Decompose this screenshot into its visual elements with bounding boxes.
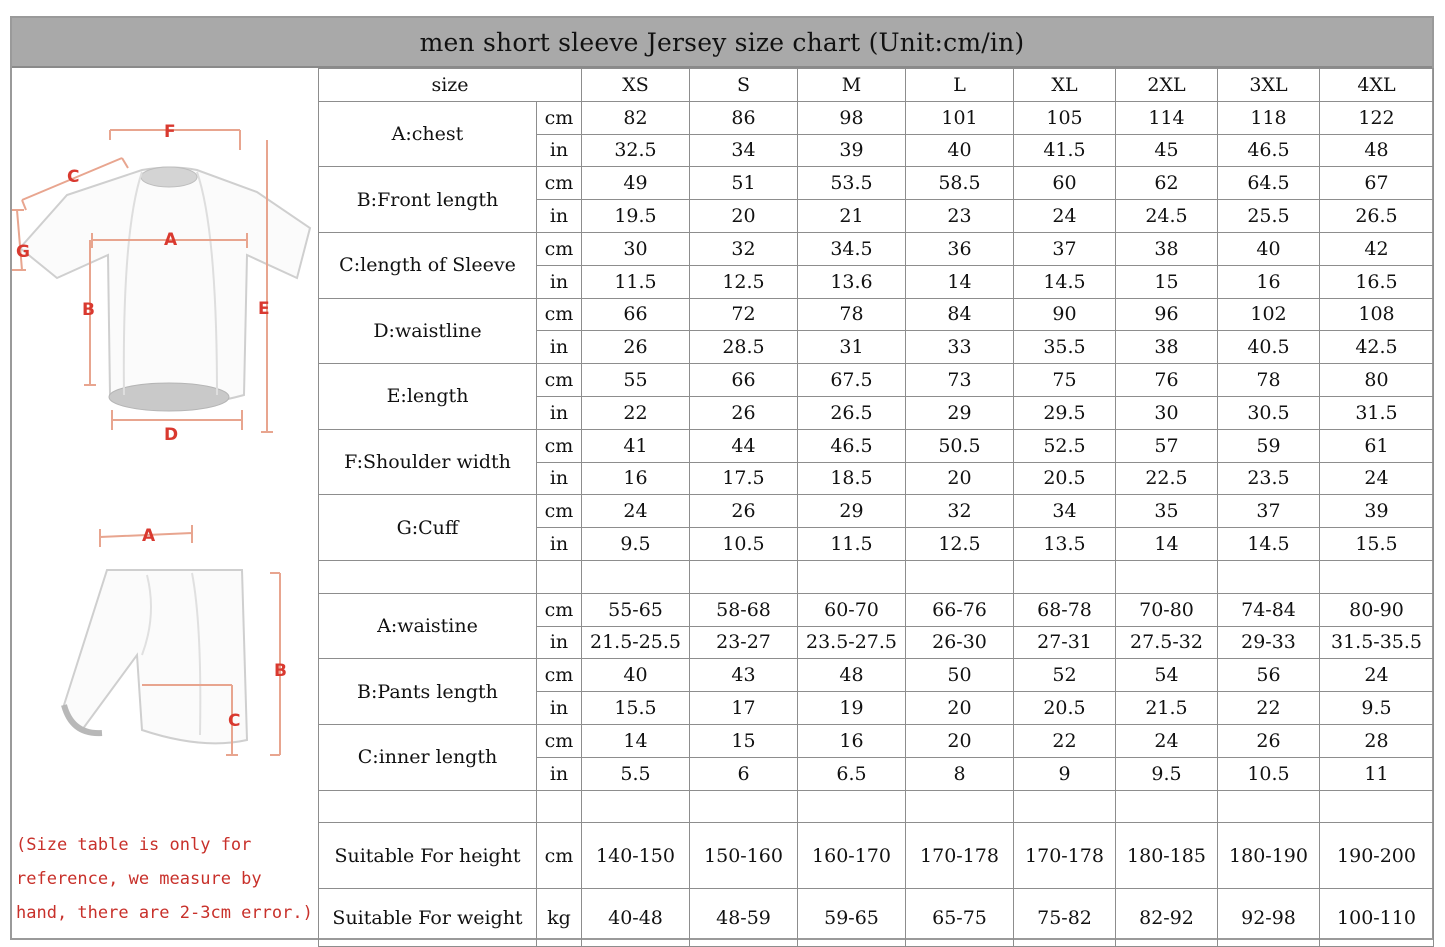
unit-cell: in <box>537 626 582 659</box>
value-cell: 60-70 <box>798 593 906 626</box>
value-cell: 24 <box>1320 659 1434 692</box>
value-cell: 23.5 <box>1218 462 1320 495</box>
jersey-collar <box>141 167 197 187</box>
value-cell: 22 <box>1218 692 1320 725</box>
value-cell: 21 <box>798 200 906 233</box>
table-row <box>319 889 1434 947</box>
shorts-outline <box>64 570 247 743</box>
value-cell: 6.5 <box>798 757 906 790</box>
value-cell: 30.5 <box>1218 396 1320 429</box>
value-cell: 14.5 <box>1014 265 1116 298</box>
table-row <box>319 659 1434 692</box>
value-cell: 92-98 <box>1218 889 1320 947</box>
value-cell: 22.5 <box>1116 462 1218 495</box>
value-cell: 26-30 <box>906 626 1014 659</box>
value-cell: 19.5 <box>582 200 690 233</box>
value-cell: 40 <box>906 134 1014 167</box>
value-cell: 114 <box>1116 101 1218 134</box>
value-cell: 29 <box>906 396 1014 429</box>
value-cell: 13.6 <box>798 265 906 298</box>
value-cell: 84 <box>906 298 1014 331</box>
measurement-label: C:length of Sleeve <box>319 232 537 298</box>
empty-cell <box>1116 790 1218 823</box>
value-cell: 48 <box>798 659 906 692</box>
value-cell: 90 <box>1014 298 1116 331</box>
measurement-label: G:Cuff <box>319 495 537 561</box>
value-cell: 48 <box>1320 134 1434 167</box>
value-cell: 82-92 <box>1116 889 1218 947</box>
value-cell: 34 <box>690 134 798 167</box>
value-cell: 15.5 <box>1320 528 1434 561</box>
empty-cell <box>798 790 906 823</box>
table-row <box>319 232 1434 265</box>
value-cell: 105 <box>1014 101 1116 134</box>
empty-cell <box>1116 560 1218 593</box>
value-cell: 37 <box>1014 232 1116 265</box>
value-cell: 20.5 <box>1014 462 1116 495</box>
value-cell: 76 <box>1116 364 1218 397</box>
value-cell: 40 <box>1218 232 1320 265</box>
size-table <box>318 68 1434 947</box>
value-cell: 31.5-35.5 <box>1320 626 1434 659</box>
value-cell: 31.5 <box>1320 396 1434 429</box>
letter-c: C <box>67 167 80 187</box>
letter-a: A <box>164 230 178 250</box>
measurement-label: A:chest <box>319 101 537 167</box>
value-cell: 78 <box>798 298 906 331</box>
table-row <box>319 823 1434 889</box>
value-cell: 10.5 <box>1218 757 1320 790</box>
value-cell: 190-200 <box>1320 823 1434 889</box>
empty-cell <box>537 790 582 823</box>
empty-cell <box>906 790 1014 823</box>
value-cell: 100-110 <box>1320 889 1434 947</box>
value-cell: 43 <box>690 659 798 692</box>
empty-cell <box>582 560 690 593</box>
empty-cell <box>1218 790 1320 823</box>
value-cell: 28 <box>1320 724 1434 757</box>
unit-cell: in <box>537 200 582 233</box>
value-cell: 28.5 <box>690 331 798 364</box>
header-row <box>319 69 1434 102</box>
unit-cell: cm <box>537 232 582 265</box>
value-cell: 26.5 <box>798 396 906 429</box>
note-line-2: reference, we measure by <box>16 869 262 889</box>
letter-d: D <box>164 425 179 445</box>
unit-cell: in <box>537 331 582 364</box>
unit-cell: cm <box>537 659 582 692</box>
value-cell: 17 <box>690 692 798 725</box>
measurement-label: C:inner length <box>319 724 537 790</box>
value-cell: 37 <box>1218 495 1320 528</box>
value-cell: 16 <box>582 462 690 495</box>
value-cell: 67 <box>1320 167 1434 200</box>
value-cell: 9 <box>1014 757 1116 790</box>
value-cell: 46.5 <box>798 429 906 462</box>
empty-cell <box>798 560 906 593</box>
value-cell: 17.5 <box>690 462 798 495</box>
value-cell: 16 <box>1218 265 1320 298</box>
value-cell: 26 <box>582 331 690 364</box>
value-cell: 10.5 <box>690 528 798 561</box>
value-cell: 75-82 <box>1014 889 1116 947</box>
value-cell: 70-80 <box>1116 593 1218 626</box>
value-cell: 26 <box>690 396 798 429</box>
empty-cell <box>537 560 582 593</box>
value-cell: 30 <box>1116 396 1218 429</box>
unit-cell: cm <box>537 593 582 626</box>
shorts-diagram <box>42 515 292 765</box>
value-cell: 50 <box>906 659 1014 692</box>
value-cell: 32 <box>906 495 1014 528</box>
value-cell: 26 <box>1218 724 1320 757</box>
empty-cell <box>319 790 537 823</box>
size-column-header: XS <box>582 69 690 102</box>
value-cell: 96 <box>1116 298 1218 331</box>
value-cell: 11.5 <box>582 265 690 298</box>
unit-cell: in <box>537 134 582 167</box>
value-cell: 38 <box>1116 232 1218 265</box>
value-cell: 57 <box>1116 429 1218 462</box>
value-cell: 58-68 <box>690 593 798 626</box>
empty-cell <box>690 790 798 823</box>
value-cell: 40 <box>582 659 690 692</box>
table-row <box>319 167 1434 200</box>
value-cell: 170-178 <box>906 823 1014 889</box>
empty-cell <box>1320 790 1434 823</box>
size-header: size <box>319 69 582 102</box>
value-cell: 73 <box>906 364 1014 397</box>
chart-title: men short sleeve Jersey size chart (Unit:cm/in) <box>12 18 1432 68</box>
value-cell: 64.5 <box>1218 167 1320 200</box>
value-cell: 102 <box>1218 298 1320 331</box>
value-cell: 16.5 <box>1320 265 1434 298</box>
spacer-row <box>319 790 1434 823</box>
value-cell: 80-90 <box>1320 593 1434 626</box>
value-cell: 39 <box>1320 495 1434 528</box>
size-column-header: M <box>798 69 906 102</box>
note-line-1: (Size table is only for <box>16 835 252 855</box>
value-cell: 74-84 <box>1218 593 1320 626</box>
note-line-3: hand, there are 2-3cm error.) <box>16 903 313 923</box>
value-cell: 21.5-25.5 <box>582 626 690 659</box>
value-cell: 35.5 <box>1014 331 1116 364</box>
jersey-diagram <box>12 110 318 450</box>
value-cell: 13.5 <box>1014 528 1116 561</box>
value-cell: 9.5 <box>582 528 690 561</box>
unit-cell: in <box>537 692 582 725</box>
unit-cell: in <box>537 757 582 790</box>
measurement-label: A:waistine <box>319 593 537 659</box>
value-cell: 59 <box>1218 429 1320 462</box>
empty-cell <box>319 560 537 593</box>
value-cell: 36 <box>906 232 1014 265</box>
size-column-header: 4XL <box>1320 69 1434 102</box>
empty-cell <box>690 560 798 593</box>
value-cell: 22 <box>582 396 690 429</box>
value-cell: 32 <box>690 232 798 265</box>
value-cell: 22 <box>1014 724 1116 757</box>
value-cell: 20 <box>906 692 1014 725</box>
value-cell: 24 <box>1320 462 1434 495</box>
unit-cell: cm <box>537 724 582 757</box>
measurement-label: E:length <box>319 364 537 430</box>
letter-f: F <box>164 122 176 142</box>
value-cell: 21.5 <box>1116 692 1218 725</box>
value-cell: 54 <box>1116 659 1218 692</box>
table-row <box>319 495 1434 528</box>
value-cell: 24 <box>582 495 690 528</box>
value-cell: 66-76 <box>906 593 1014 626</box>
table-row <box>319 429 1434 462</box>
unit-cell: cm <box>537 364 582 397</box>
size-column-header: 3XL <box>1218 69 1320 102</box>
value-cell: 48-59 <box>690 889 798 947</box>
value-cell: 122 <box>1320 101 1434 134</box>
value-cell: 9.5 <box>1320 692 1434 725</box>
value-cell: 30 <box>582 232 690 265</box>
value-cell: 66 <box>690 364 798 397</box>
value-cell: 150-160 <box>690 823 798 889</box>
value-cell: 59-65 <box>798 889 906 947</box>
value-cell: 11 <box>1320 757 1434 790</box>
value-cell: 8 <box>906 757 1014 790</box>
value-cell: 24.5 <box>1116 200 1218 233</box>
value-cell: 86 <box>690 101 798 134</box>
value-cell: 23 <box>906 200 1014 233</box>
unit-cell: cm <box>537 429 582 462</box>
value-cell: 9.5 <box>1116 757 1218 790</box>
value-cell: 60 <box>1014 167 1116 200</box>
value-cell: 41 <box>582 429 690 462</box>
measurement-label: Suitable For height <box>319 823 537 889</box>
value-cell: 20.5 <box>1014 692 1116 725</box>
value-cell: 18.5 <box>798 462 906 495</box>
value-cell: 14 <box>582 724 690 757</box>
value-cell: 6 <box>690 757 798 790</box>
empty-cell <box>582 790 690 823</box>
value-cell: 42 <box>1320 232 1434 265</box>
value-cell: 26.5 <box>1320 200 1434 233</box>
value-cell: 53.5 <box>798 167 906 200</box>
value-cell: 38 <box>1116 331 1218 364</box>
unit-cell: cm <box>537 298 582 331</box>
unit-cell: cm <box>537 167 582 200</box>
value-cell: 27.5-32 <box>1116 626 1218 659</box>
value-cell: 29 <box>798 495 906 528</box>
letter-g: G <box>16 242 30 262</box>
value-cell: 72 <box>690 298 798 331</box>
value-cell: 52 <box>1014 659 1116 692</box>
value-cell: 15 <box>690 724 798 757</box>
value-cell: 27-31 <box>1014 626 1116 659</box>
unit-cell: kg <box>537 889 582 947</box>
value-cell: 44 <box>690 429 798 462</box>
value-cell: 51 <box>690 167 798 200</box>
measurement-label: B:Front length <box>319 167 537 233</box>
value-cell: 11.5 <box>798 528 906 561</box>
measurement-label: F:Shoulder width <box>319 429 537 495</box>
value-cell: 180-185 <box>1116 823 1218 889</box>
value-cell: 62 <box>1116 167 1218 200</box>
value-cell: 19 <box>798 692 906 725</box>
value-cell: 14.5 <box>1218 528 1320 561</box>
value-cell: 39 <box>798 134 906 167</box>
value-cell: 29-33 <box>1218 626 1320 659</box>
value-cell: 20 <box>906 462 1014 495</box>
value-cell: 49 <box>582 167 690 200</box>
value-cell: 160-170 <box>798 823 906 889</box>
value-cell: 15.5 <box>582 692 690 725</box>
table-row <box>319 101 1434 134</box>
value-cell: 33 <box>906 331 1014 364</box>
size-column-header: XL <box>1014 69 1116 102</box>
value-cell: 80 <box>1320 364 1434 397</box>
letter-e: E <box>258 299 270 319</box>
size-disclaimer <box>16 828 316 930</box>
letter-c: C <box>228 711 241 731</box>
empty-cell <box>1014 560 1116 593</box>
value-cell: 12.5 <box>906 528 1014 561</box>
unit-cell: in <box>537 265 582 298</box>
value-cell: 12.5 <box>690 265 798 298</box>
value-cell: 140-150 <box>582 823 690 889</box>
value-cell: 24 <box>1116 724 1218 757</box>
unit-cell: in <box>537 462 582 495</box>
letter-a: A <box>142 526 156 546</box>
value-cell: 75 <box>1014 364 1116 397</box>
empty-cell <box>906 560 1014 593</box>
size-column-header: L <box>906 69 1014 102</box>
value-cell: 32.5 <box>582 134 690 167</box>
value-cell: 42.5 <box>1320 331 1434 364</box>
value-cell: 98 <box>798 101 906 134</box>
size-column-header: 2XL <box>1116 69 1218 102</box>
spacer-row <box>319 560 1434 593</box>
value-cell: 52.5 <box>1014 429 1116 462</box>
value-cell: 40-48 <box>582 889 690 947</box>
empty-cell <box>1320 560 1434 593</box>
letter-b: B <box>274 661 287 681</box>
jersey-hem <box>109 383 229 411</box>
value-cell: 29.5 <box>1014 396 1116 429</box>
value-cell: 55-65 <box>582 593 690 626</box>
size-column-header: S <box>690 69 798 102</box>
value-cell: 31 <box>798 331 906 364</box>
value-cell: 82 <box>582 101 690 134</box>
table-row <box>319 593 1434 626</box>
value-cell: 61 <box>1320 429 1434 462</box>
unit-cell: cm <box>537 101 582 134</box>
unit-cell: cm <box>537 823 582 889</box>
value-cell: 20 <box>906 724 1014 757</box>
value-cell: 67.5 <box>798 364 906 397</box>
table-row <box>319 364 1434 397</box>
empty-cell <box>1218 560 1320 593</box>
value-cell: 25.5 <box>1218 200 1320 233</box>
value-cell: 14 <box>1116 528 1218 561</box>
value-cell: 101 <box>906 101 1014 134</box>
value-cell: 118 <box>1218 101 1320 134</box>
letter-b: B <box>82 300 95 320</box>
value-cell: 35 <box>1116 495 1218 528</box>
value-cell: 41.5 <box>1014 134 1116 167</box>
value-cell: 68-78 <box>1014 593 1116 626</box>
value-cell: 14 <box>906 265 1014 298</box>
value-cell: 180-190 <box>1218 823 1320 889</box>
empty-cell <box>1014 790 1116 823</box>
value-cell: 66 <box>582 298 690 331</box>
value-cell: 50.5 <box>906 429 1014 462</box>
value-cell: 16 <box>798 724 906 757</box>
value-cell: 65-75 <box>906 889 1014 947</box>
value-cell: 58.5 <box>906 167 1014 200</box>
value-cell: 108 <box>1320 298 1434 331</box>
unit-cell: in <box>537 396 582 429</box>
value-cell: 34.5 <box>798 232 906 265</box>
value-cell: 23-27 <box>690 626 798 659</box>
measurement-label: D:waistline <box>319 298 537 364</box>
value-cell: 170-178 <box>1014 823 1116 889</box>
value-cell: 55 <box>582 364 690 397</box>
table-row <box>319 724 1434 757</box>
value-cell: 20 <box>690 200 798 233</box>
unit-cell: cm <box>537 495 582 528</box>
value-cell: 46.5 <box>1218 134 1320 167</box>
table-row <box>319 298 1434 331</box>
value-cell: 26 <box>690 495 798 528</box>
measurement-label: Suitable For weight <box>319 889 537 947</box>
value-cell: 23.5-27.5 <box>798 626 906 659</box>
measurement-label: B:Pants length <box>319 659 537 725</box>
value-cell: 78 <box>1218 364 1320 397</box>
diagram-panel <box>12 70 318 938</box>
unit-cell: in <box>537 528 582 561</box>
value-cell: 45 <box>1116 134 1218 167</box>
value-cell: 34 <box>1014 495 1116 528</box>
value-cell: 15 <box>1116 265 1218 298</box>
value-cell: 56 <box>1218 659 1320 692</box>
value-cell: 24 <box>1014 200 1116 233</box>
value-cell: 40.5 <box>1218 331 1320 364</box>
value-cell: 5.5 <box>582 757 690 790</box>
